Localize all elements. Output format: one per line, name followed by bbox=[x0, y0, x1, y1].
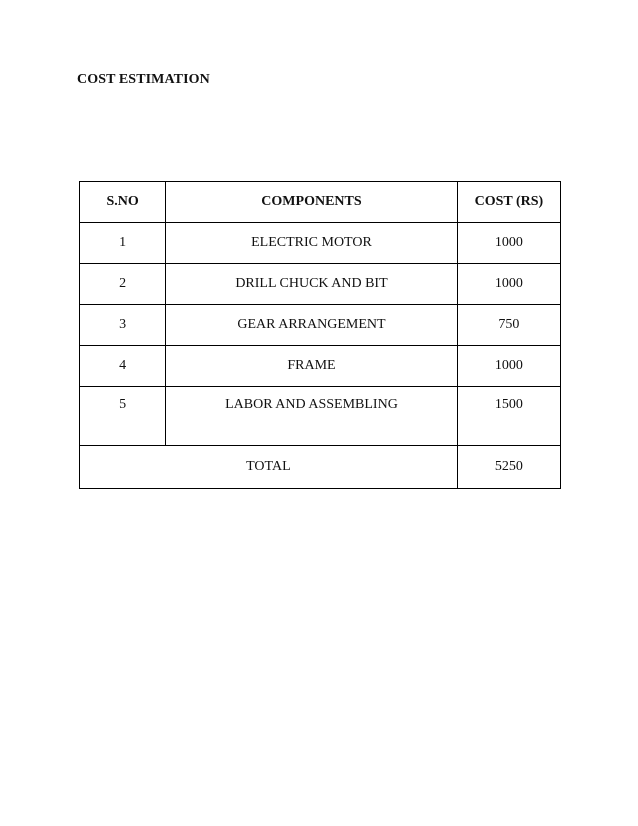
cell-cost: 750 bbox=[457, 305, 560, 346]
cell-cost: 1000 bbox=[457, 346, 560, 387]
cell-cost: 1000 bbox=[457, 223, 560, 264]
cell-sno: 1 bbox=[80, 223, 166, 264]
cell-cost: 1500 bbox=[457, 387, 560, 446]
cell-component: LABOR AND ASSEMBLING bbox=[166, 387, 458, 446]
cell-sno: 5 bbox=[80, 387, 166, 446]
cell-cost: 1000 bbox=[457, 264, 560, 305]
cost-table bbox=[79, 181, 561, 489]
cell-component: ELECTRIC MOTOR bbox=[166, 223, 458, 264]
total-label: TOTAL bbox=[80, 446, 458, 489]
page-heading: COST ESTIMATION bbox=[77, 72, 210, 87]
cell-component: DRILL CHUCK AND BIT bbox=[166, 264, 458, 305]
total-cost: 5250 bbox=[457, 446, 560, 489]
header-cost: COST (RS) bbox=[457, 182, 560, 223]
cell-sno: 3 bbox=[80, 305, 166, 346]
header-components: COMPONENTS bbox=[166, 182, 458, 223]
header-sno: S.NO bbox=[80, 182, 166, 223]
cell-sno: 4 bbox=[80, 346, 166, 387]
cell-sno: 2 bbox=[80, 264, 166, 305]
cell-component: FRAME bbox=[166, 346, 458, 387]
table-header-row bbox=[80, 182, 561, 223]
cell-component: GEAR ARRANGEMENT bbox=[166, 305, 458, 346]
table-row bbox=[80, 387, 561, 446]
table-row bbox=[80, 346, 561, 387]
table-row bbox=[80, 223, 561, 264]
table-row bbox=[80, 264, 561, 305]
table-total-row bbox=[80, 446, 561, 489]
table-row bbox=[80, 305, 561, 346]
